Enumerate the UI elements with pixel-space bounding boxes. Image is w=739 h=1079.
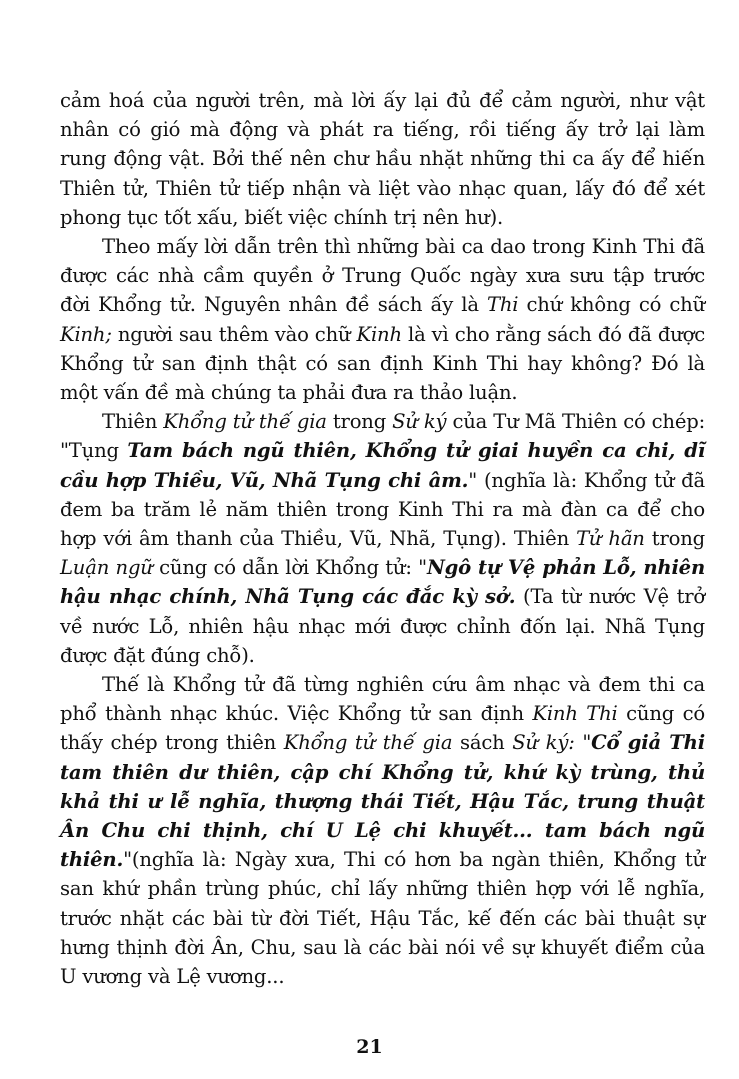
italic-run: Khổng tử thế gia — [163, 410, 327, 434]
text-run: Thế là Khổng tử đã từng nghiên cứu âm nhạc và đem thi ca phổ thành nhạc khúc. Việc Khổng tử san định — [60, 673, 705, 726]
italic-run: Sử ký — [392, 410, 447, 434]
paragraph-2 — [60, 232, 705, 407]
italic-run: Sử ký: — [512, 731, 575, 755]
text-run: cũng có thấy chép trong thiên — [60, 702, 705, 755]
bold-italic-quote: Cổ giả Thi tam thiên dư thiên, cập chí Khổng tử, khứ kỳ trùng, thủ khả thi ư lễ nghĩa, thượng thái Tiết, Hậu Tắc, trung thuật Ân Chu chi thịnh, chí U Lệ chi khuyết... tam bách ngũ thiên. — [60, 731, 705, 872]
italic-run: Kinh; — [60, 322, 112, 346]
text-run: cũng có dẫn lời Khổng tử: " — [152, 556, 427, 580]
bold-italic-quote: Tam bách ngũ thiên, Khổng tử giai huyền ca chi, dĩ cầu hợp Thiều, Vũ, Nhã Tụng chi âm. — [60, 439, 705, 492]
body-text — [60, 86, 705, 991]
page-number: 21 — [356, 1036, 383, 1058]
text-run: "(nghĩa là: Ngày xưa, Thi có hơn ba ngàn thiên, Khổng tử san khứ phần trùng phúc, chỉ lấy những thiên hợp với lễ nghĩa, trước nhặt các bài từ đời Tiết, Hậu Tắc, kế đến các bài thuật sự hưng thịnh đời Ân, Chu, sau là các bài nói về sự khuyết điểm của U vương và Lệ vương... — [60, 848, 705, 989]
italic-run: Kinh Thi — [532, 702, 618, 726]
italic-run: Kinh — [356, 322, 402, 346]
text-run: " — [574, 731, 592, 755]
bold-italic-quote: Ngô tự Vệ phản Lỗ, nhiên hậu nhạc chính, Nhã Tụng các đắc kỳ sở. — [60, 556, 705, 609]
text-run: trong — [644, 527, 705, 551]
italic-run: Tử hãn — [576, 527, 645, 551]
text-run: " (nghĩa là: Khổng tử đã đem ba trăm lẻ năm thiên trong Kinh Thi ra mà đàn ca để cho hợp với âm thanh của Thiều, Vũ, Nhã, Tụng). Thiên — [60, 468, 705, 551]
italic-run: Luận ngữ — [60, 556, 153, 580]
text-run: là vì cho rằng sách đó đã được Khổng tử san định thật có san định Kinh Thi hay không? Đó là một vấn đề mà chúng ta phải đưa ra thảo luận. — [60, 322, 705, 405]
paragraph-4 — [60, 670, 705, 991]
text-run: Thiên — [102, 410, 164, 434]
text-run: (Ta từ nước Vệ trở về nước Lỗ, nhiên hậu nhạc mới được chỉnh đốn lại. Nhã Tụng được đặt đúng chỗ). — [60, 585, 706, 667]
text-run: người sau thêm vào chữ — [111, 322, 357, 346]
italic-run: Thi — [486, 293, 519, 317]
italic-run: Khổng tử thế gia — [283, 731, 453, 755]
text-run: sách — [452, 731, 513, 755]
paragraph-3 — [60, 407, 705, 670]
text-run: chứ không có chữ — [518, 293, 705, 317]
paragraph-1 — [60, 86, 705, 232]
text-run: Theo mấy lời dẫn trên thì những bài ca dao trong Kinh Thi đã được các nhà cầm quyền ở Trung Quốc ngày xưa sưu tập trước đời Khổng tử. Nguyên nhân đề sách ấy là — [60, 235, 705, 317]
text-run: của Tư Mã Thiên có chép: "Tụng — [60, 410, 705, 463]
text-run: trong — [326, 410, 393, 434]
paragraph-1-text: cảm hoá của người trên, mà lời ấy lại đủ để cảm người, như vật nhân có gió mà động và phát ra tiếng, rồi tiếng ấy trở lại làm rung động vật. Bởi thế nên chư hầu nhặt những thi ca ấy để hiến Thiên tử, Thiên tử tiếp nhận và liệt vào nhạc quan, lấy đó để xét phong tục tốt xấu, biết việc chính trị nên hư). — [60, 89, 705, 229]
